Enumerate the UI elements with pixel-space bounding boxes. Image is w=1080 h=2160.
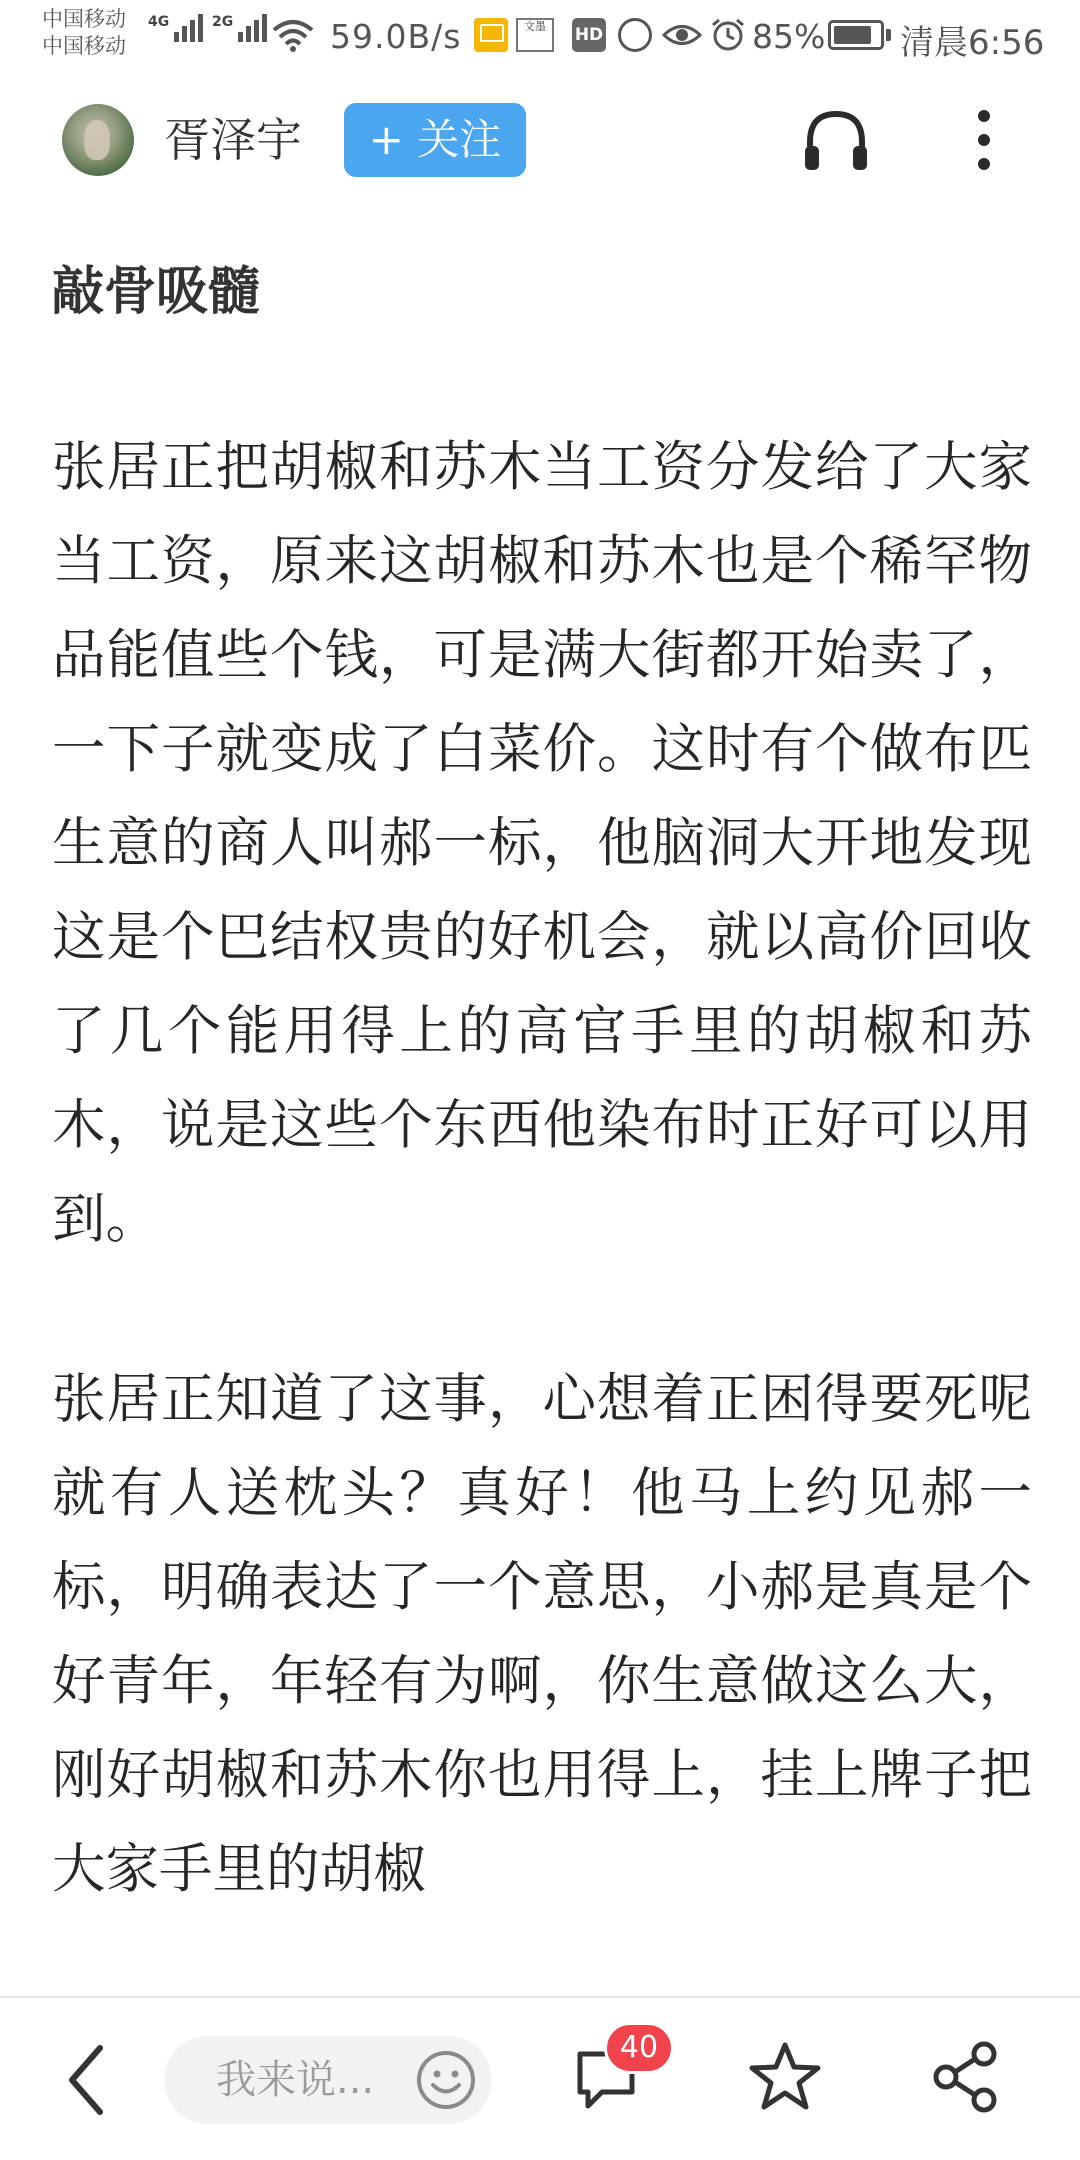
hd-icon: HD xyxy=(572,18,606,52)
battery-percent: 85% xyxy=(752,17,826,56)
article-title: 敲骨吸髓 xyxy=(52,262,261,322)
headphones-icon[interactable] xyxy=(800,106,872,176)
document-icon: 文墨 xyxy=(516,18,554,52)
more-vertical-icon[interactable] xyxy=(966,108,1002,172)
article-body xyxy=(52,250,1032,2002)
wifi-icon xyxy=(272,18,314,52)
follow-button[interactable]: + 关注 xyxy=(344,103,526,177)
carrier-labels xyxy=(42,6,126,60)
signal-2-tag: 2G xyxy=(212,14,234,30)
article-header xyxy=(0,70,1080,210)
clock: 清晨6:56 xyxy=(900,23,1045,63)
article-paragraph-1: 张居正把胡椒和苏木当工资分发给了大家当工资，原来这胡椒和苏木也是个稀罕物品能值些个钱，可是满大街都开始卖了，一下子就变成了白菜价。这时有个做布匹生意的商人叫郝一标，他脑洞大开地发现这是个巴结权贵的好机会，就以高价回收了几个能用得上的高官手里的胡椒和苏木，说是这些个东西他染布时正好可以用到。 xyxy=(52,435,1032,1250)
bottom-toolbar xyxy=(0,1996,1080,2160)
star-icon[interactable] xyxy=(748,2040,822,2114)
comment-count-badge: 40 xyxy=(604,2022,674,2074)
network-speed: 59.0B/s xyxy=(330,17,462,56)
eye-icon xyxy=(662,18,702,52)
smiley-icon[interactable] xyxy=(414,2048,478,2112)
status-bar xyxy=(0,0,1080,70)
alarm-icon xyxy=(710,18,746,52)
data-saver-icon xyxy=(618,18,652,52)
share-icon[interactable] xyxy=(932,2040,1000,2114)
battery-icon xyxy=(828,20,884,50)
chevron-left-icon[interactable] xyxy=(62,2042,112,2118)
signal-2-icon xyxy=(212,14,267,42)
comment-input[interactable] xyxy=(164,2036,492,2124)
avatar-image xyxy=(84,120,110,160)
battery-fill xyxy=(834,26,871,44)
carrier-1-label: 中国移动 xyxy=(42,7,126,31)
signal-1-tag: 4G xyxy=(148,14,170,30)
mail-icon xyxy=(474,18,508,52)
carrier-2-label: 中国移动 xyxy=(42,34,126,58)
comment-placeholder: 我来说... xyxy=(216,2057,375,2103)
article-paragraph-2: 张居正知道了这事，心想着正困得要死呢就有人送枕头？真好！他马上约见郝一标，明确表达了一个意思，小郝是真是个好青年，年轻有为啊，你生意做这么大，刚好胡椒和苏木你也用得上，挂上牌子把大家手里的胡椒 xyxy=(52,1367,1032,1900)
avatar[interactable] xyxy=(62,104,134,176)
author-name[interactable]: 胥泽宇 xyxy=(164,113,302,167)
battery-tip xyxy=(886,29,891,41)
signal-1-icon xyxy=(148,14,203,42)
